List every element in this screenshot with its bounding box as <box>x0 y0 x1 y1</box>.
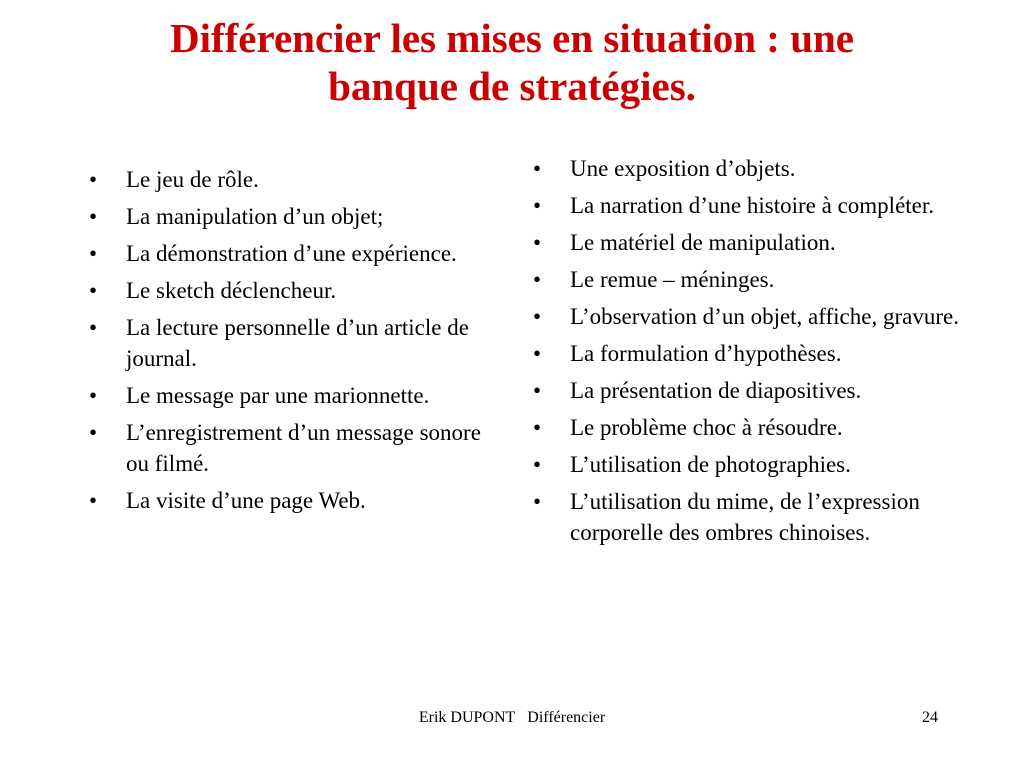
slide-title-line-2: banque de stratégies. <box>328 63 696 109</box>
bullet-icon: • <box>88 383 98 408</box>
right-list-item <box>530 190 960 221</box>
list-item-text: Le jeu de rôle. <box>126 167 259 192</box>
list-item-text: Le sketch déclencheur. <box>126 278 337 303</box>
left-list-item <box>86 485 496 516</box>
right-bullet-list <box>530 153 960 554</box>
list-item-text: Une exposition d’objets. <box>570 156 796 181</box>
right-list-item <box>530 486 960 548</box>
bullet-icon: • <box>88 241 98 266</box>
bullet-icon: • <box>88 420 98 445</box>
left-bullet-list <box>86 164 496 522</box>
list-item-text: La visite d’une page Web. <box>126 488 366 513</box>
bullet-icon: • <box>532 452 542 477</box>
right-list-item <box>530 227 960 258</box>
footer-center <box>0 708 1024 728</box>
list-item-text: La narration d’une histoire à compléter. <box>570 193 935 218</box>
bullet-icon: • <box>532 267 542 292</box>
right-list-item <box>530 449 960 480</box>
bullet-icon: • <box>532 304 542 329</box>
right-list-item <box>530 301 960 332</box>
bullet-icon: • <box>532 415 542 440</box>
slide-title <box>100 14 924 110</box>
list-item-text: La manipulation d’un objet; <box>126 204 384 229</box>
left-list-item <box>86 380 496 411</box>
bullet-icon: • <box>532 341 542 366</box>
slide-title-line-1: Différencier les mises en situation : une <box>169 15 854 61</box>
list-item-text: La démonstration d’une expérience. <box>126 241 457 266</box>
list-item-text: L’enregistrement d’un message sonore ou filmé. <box>126 420 481 476</box>
list-item-text: La présentation de diapositives. <box>570 378 862 403</box>
footer-author: Erik DUPONT <box>418 709 516 726</box>
bullet-icon: • <box>88 278 98 303</box>
list-item-text: L’observation d’un objet, affiche, gravure. <box>570 304 959 329</box>
list-item-text: L’utilisation de photographies. <box>570 452 851 477</box>
left-list-item <box>86 417 496 479</box>
list-item-text: Le remue – méninges. <box>570 267 775 292</box>
bullet-icon: • <box>532 156 542 181</box>
bullet-icon: • <box>88 488 98 513</box>
right-list-item <box>530 375 960 406</box>
list-item-text: Le matériel de manipulation. <box>570 230 836 255</box>
bullet-icon: • <box>88 204 98 229</box>
list-item-text: Le message par une marionnette. <box>126 383 430 408</box>
page-number: 24 <box>922 709 938 726</box>
bullet-icon: • <box>532 378 542 403</box>
list-item-text: La lecture personnelle d’un article de journal. <box>126 315 469 371</box>
bullet-icon: • <box>532 193 542 218</box>
list-item-text: Le problème choc à résoudre. <box>570 415 843 440</box>
bullet-icon: • <box>88 315 98 340</box>
right-list-item <box>530 264 960 295</box>
right-list-item <box>530 153 960 184</box>
left-list-item <box>86 312 496 374</box>
bullet-icon: • <box>88 167 98 192</box>
bullet-icon: • <box>532 230 542 255</box>
bullet-icon: • <box>532 489 542 514</box>
list-item-text: L’utilisation du mime, de l’expression corporelle des ombres chinoises. <box>570 489 920 545</box>
left-list-item <box>86 275 496 306</box>
list-item-text: La formulation d’hypothèses. <box>570 341 842 366</box>
footer-subject: Différencier <box>527 709 606 726</box>
right-list-item <box>530 412 960 443</box>
right-list-item <box>530 338 960 369</box>
left-list-item <box>86 164 496 195</box>
left-list-item <box>86 201 496 232</box>
left-list-item <box>86 238 496 269</box>
